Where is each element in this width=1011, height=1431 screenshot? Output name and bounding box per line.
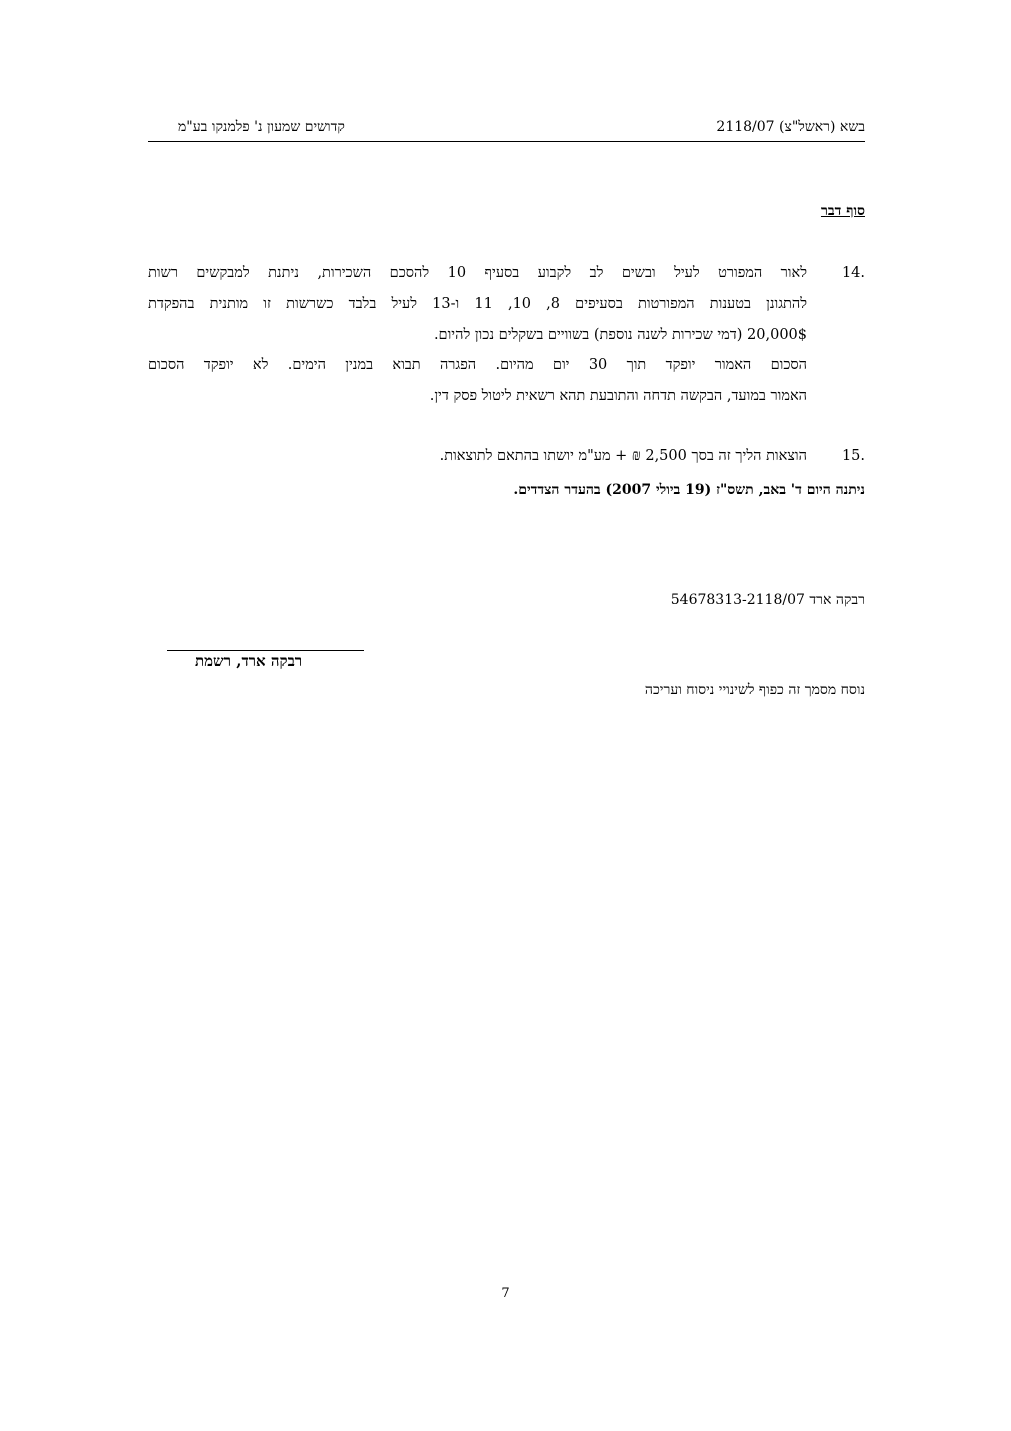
paragraph-text	[148, 441, 807, 472]
paragraph-line: 20,000$ (דמי שכירות לשנה נוספת) בשוויים בשקלים נכון להיום.	[433, 327, 807, 343]
paragraph-14-continuation	[148, 350, 865, 420]
paragraph-line: הוצאות הליך זה בסך 2,500 ₪ + מע"מ יושתו בהתאם לתוצאות.	[439, 448, 807, 464]
paragraph-text	[148, 350, 807, 412]
case-parties: קדושים שמעון נ' פלמנקו בע"מ	[178, 119, 345, 135]
paragraph-text	[148, 258, 807, 351]
given-date-line: ניתנה היום ד' באב, תשס"ז (19 ביולי 2007) בהעדר הצדדים.	[513, 482, 865, 498]
signature-name: רבקה ארד, רשמת	[195, 652, 303, 670]
case-reference: בשא (ראשל"צ) 2118/07	[716, 119, 865, 135]
page-number: 7	[501, 1286, 510, 1301]
paragraph-number: .15	[841, 448, 865, 464]
paragraph-15	[148, 441, 865, 475]
paragraph-line: לאור המפורט לעיל ובשים לב לקבוע בסעיף 10 להסכם השכירות, ניתנת למבקשים רשות	[148, 265, 807, 281]
page-header	[148, 117, 865, 142]
paragraph-line: להתגונן בטענות המפורטות בסעיפים 8, 10, 11 ו-13 לעיל בלבד כשרשות זו מותנית בהפקדת	[148, 296, 808, 312]
document-id: רבקה ארד 54678313-2118/07	[670, 592, 865, 608]
section-title: סוף דבר	[820, 203, 865, 219]
editing-notice: נוסח מסמך זה כפוף לשינויי ניסוח ועריכה	[644, 682, 865, 698]
paragraph-line: הסכום האמור יופקד תוך 30 יום מהיום. הפגרה תבוא במנין הימים. לא יופקד הסכום	[148, 357, 807, 373]
signature-line	[167, 650, 364, 651]
paragraph-line: האמור במועד, הבקשה תדחה והתובעת תהא רשאית ליטול פסק דין.	[429, 388, 807, 404]
paragraph-number: .14	[841, 265, 865, 281]
